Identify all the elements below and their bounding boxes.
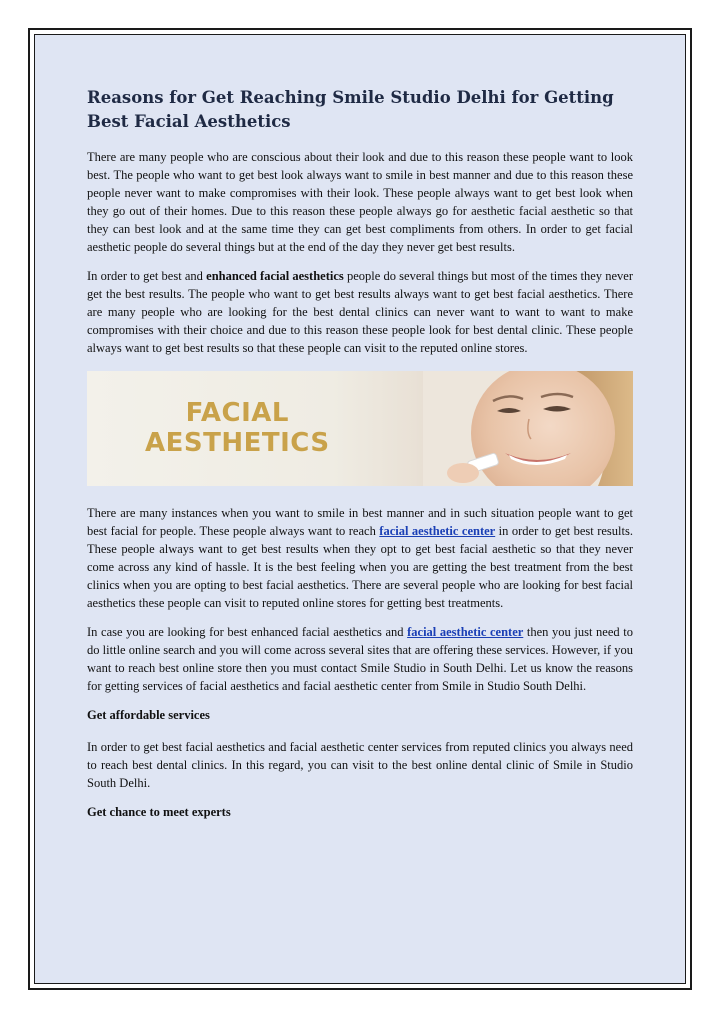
facial-aesthetic-center-link[interactable]: facial aesthetic center [379, 524, 496, 538]
smiling-woman-illustration [423, 371, 633, 486]
facial-aesthetics-banner-image [87, 371, 633, 486]
facial-aesthetic-center-link[interactable]: facial aesthetic center [407, 625, 524, 639]
paragraph-text: then you just need to do little online search and you will come across several sites that are offering these services. However, if you want to reach best online store then you must contact Smile Studio in South Delhi. Let us know the reasons for getting services of facial aesthetics and facial aesthetic center from Smile in Studio South Delhi. [87, 625, 633, 693]
section-heading-affordable: Get affordable services [87, 708, 210, 722]
paragraph-intro: There are many people who are conscious about their look and due to this reason these people want to look best. The people who want to get best look always want to smile in best manner and due to this reason these people never want to make compromises with their look. These people always want to get best look when they go out of their homes. Due to this reason these people always go for aesthetic facial aesthetic so that they can best look and at the same time they can get best compliments from others. In order to get facial aesthetic people do several things but at the end of the day they never get best results. [87, 150, 633, 254]
paragraph-text: in order to get best results. These people always want to get best results when they opt to get best facial aesthetic so that they never come across any kind of hassle. It is the best feeling when you are getting the best treatment from the best clinics when you are opting to best facial aesthetics. There are several people who are looking for best facial aesthetics these people can visit to reputed online stores for getting best treatments. [87, 524, 633, 610]
paragraph-affordable: In order to get best facial aesthetics and facial aesthetic center services from reputed clinics you always need to reach best dental clinics. In this regard, you can visit to the best online dental clinic of Smile in Studio South Delhi. [87, 740, 633, 790]
document-content [87, 86, 633, 835]
paragraph-text: people do several things but most of the times they never get the best results. The people who want to get best results always want to get best facial aesthetics. There are many people who are looking for the best dental clinics can never want to want to want to make compromises with their choice and due to this reason these people look for best dental clinic. These people always want to get best results so that these people can visit to the reputed online stores. [87, 269, 634, 355]
paragraph-online-search [87, 623, 633, 695]
paragraph-instances [87, 504, 633, 612]
bold-phrase: enhanced facial aesthetics [206, 269, 344, 283]
paragraph-text: In order to get best and [87, 269, 207, 283]
paragraph-text: In case you are looking for best enhanced facial aesthetics and [87, 625, 408, 639]
paragraph-enhanced [87, 267, 633, 357]
paragraph-text: There are many instances when you want to smile in best manner and in such situation people want to get best facial for people. These people always want to reach [87, 506, 633, 538]
section-heading-experts: Get chance to meet experts [87, 805, 231, 819]
banner-caption: FACIAL AESTHETICS [145, 398, 330, 458]
document-title: Reasons for Get Reaching Smile Studio Delhi for Getting Best Facial Aesthetics [87, 88, 614, 131]
